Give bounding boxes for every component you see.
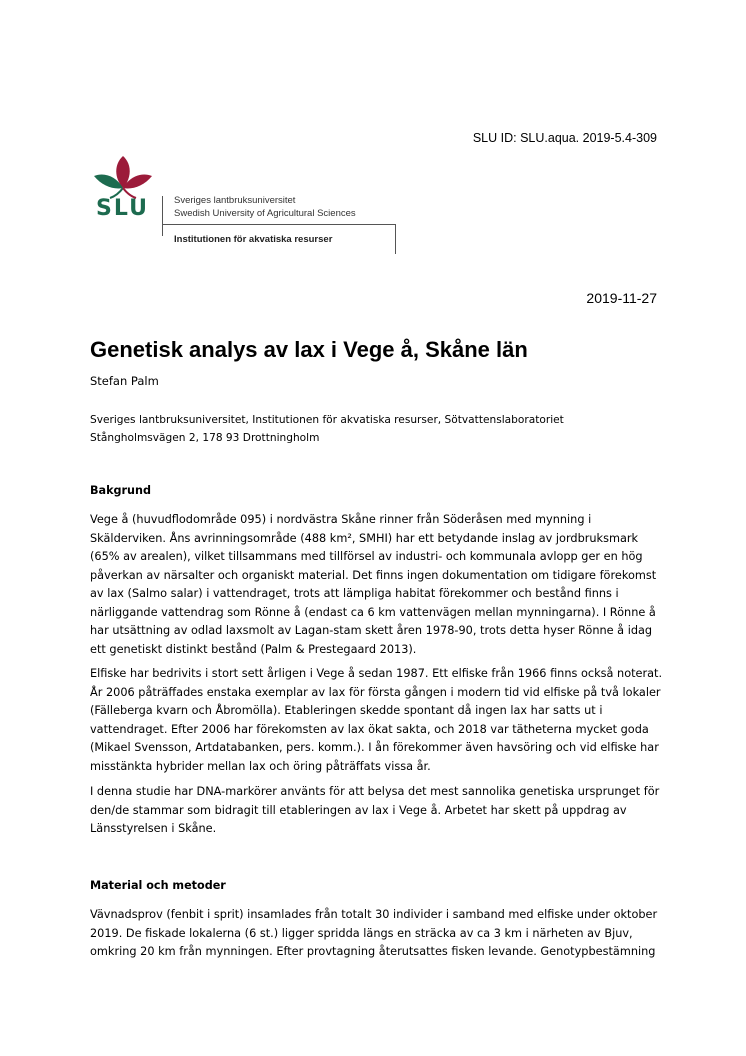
- text-line: vattendraget. Efter 2006 har förekomsten av lax ökat sakta, och 2018 var tätheterna mycket goda: [90, 722, 649, 736]
- affiliation: [90, 411, 564, 447]
- text-line: 2019. De fiskade lokalerna (6 st.) ligger spridda längs en sträcka av ca 3 km i närheten av Bjuv,: [90, 926, 633, 940]
- author: Stefan Palm: [90, 374, 159, 388]
- text-line: I denna studie har DNA-markörer använts för att belysa det mest sannolika genetiska ursprunget för: [90, 785, 660, 798]
- paragraph-metoder-1: [90, 906, 660, 962]
- department-name: Institutionen för akvatiska resurser: [174, 234, 333, 245]
- text-line: omkring 20 km från mynningen. Efter provtagning återutsattes fisken levande. Genotypbestämning: [90, 945, 656, 958]
- text-line: Skälderviken. Åns avrinningsområde (488 km², SMHI) har ett betydande inslag av jordbruksmark: [90, 531, 639, 545]
- paragraph-bakgrund-2: [90, 665, 663, 776]
- text-line: Vävnadsprov (fenbit i sprit) insamlades från totalt 30 individer i samband med elfiske under oktober: [90, 908, 658, 921]
- text-line: ett genetiskt distinkt bestånd (Palm & Prestegaard 2013).: [90, 642, 417, 656]
- text-line: Länsstyrelsen i Skåne.: [90, 822, 217, 835]
- document-reference-id: SLU ID: SLU.aqua. 2019-5.4-309: [472, 131, 657, 145]
- university-name-en: Swedish University of Agricultural Sciences: [174, 208, 356, 219]
- affiliation-line: Stångholmsvägen 2, 178 93 Drottningholm: [90, 432, 320, 444]
- text-line: av lax (Salmo salar) i vattendraget, trots att lämpliga habitat förekommer och bestånd finns i: [90, 587, 619, 600]
- affiliation-line: Sveriges lantbruksuniversitet, Institutionen för akvatiska resurser, Sötvattenslaboratoriet: [90, 414, 564, 426]
- text-line: misstänkta hybrider mellan lax och öring påträffats vissa år.: [90, 759, 431, 773]
- document-date: 2019-11-27: [586, 290, 657, 306]
- paragraph-bakgrund-1: [90, 511, 660, 659]
- slu-logo: [90, 152, 400, 258]
- text-line: Elfiske har bedrivits i stort sett årligen i Vege å sedan 1987. Ett elfiske från 1966 finns också noterat.: [90, 667, 663, 680]
- text-line: närliggande vattendrag som Rönne å (endast ca 6 km vattenvägen mellan mynningarna). I Rönne å: [90, 605, 656, 619]
- logo-rule-end: [395, 224, 396, 254]
- section-heading-bakgrund: Bakgrund: [90, 484, 151, 497]
- text-line: (Fälleberga kvarn och Åbromölla). Etableringen skedde spontant då ingen lax har satts ut i: [90, 704, 603, 717]
- section-heading-metoder: Material och metoder: [90, 879, 226, 892]
- text-line: har utsättning av odlad laxsmolt av Lagan-stam skett åren 1978-90, trots detta hyser Rönne å idag: [90, 624, 653, 637]
- paragraph-bakgrund-3: [90, 783, 660, 839]
- university-name-sv: Sveriges lantbruksuniversitet: [174, 195, 296, 206]
- logo-rule: [162, 224, 396, 225]
- text-line: Vege å (huvudflodområde 095) i nordvästra Skåne rinner från Söderåsen med mynning i: [90, 513, 592, 526]
- logo-divider: [162, 196, 163, 236]
- text-line: (Mikael Svensson, Artdatabanken, pers. komm.). I ån förekommer även havsöring och vid elfiske har: [90, 741, 659, 754]
- leaf-icon: [90, 152, 156, 202]
- text-line: (65% av arealen), vilket tillsammans med tillförsel av industri- och kommunala avlopp ger en hög: [90, 550, 643, 563]
- logo-wordmark: SLU: [96, 196, 149, 221]
- text-line: den/de stammar som bidragit till etableringen av lax i Vege å. Arbetet har skett på uppdrag av: [90, 803, 627, 817]
- page-title: Genetisk analys av lax i Vege å, Skåne län: [90, 337, 528, 362]
- text-line: År 2006 påträffades enstaka exemplar av lax för första gången i modern tid vid elfiske på två lokaler: [90, 685, 661, 699]
- text-line: påverkan av närsalter och organiskt material. Det finns ingen dokumentation om tidigare förekomst: [90, 568, 657, 582]
